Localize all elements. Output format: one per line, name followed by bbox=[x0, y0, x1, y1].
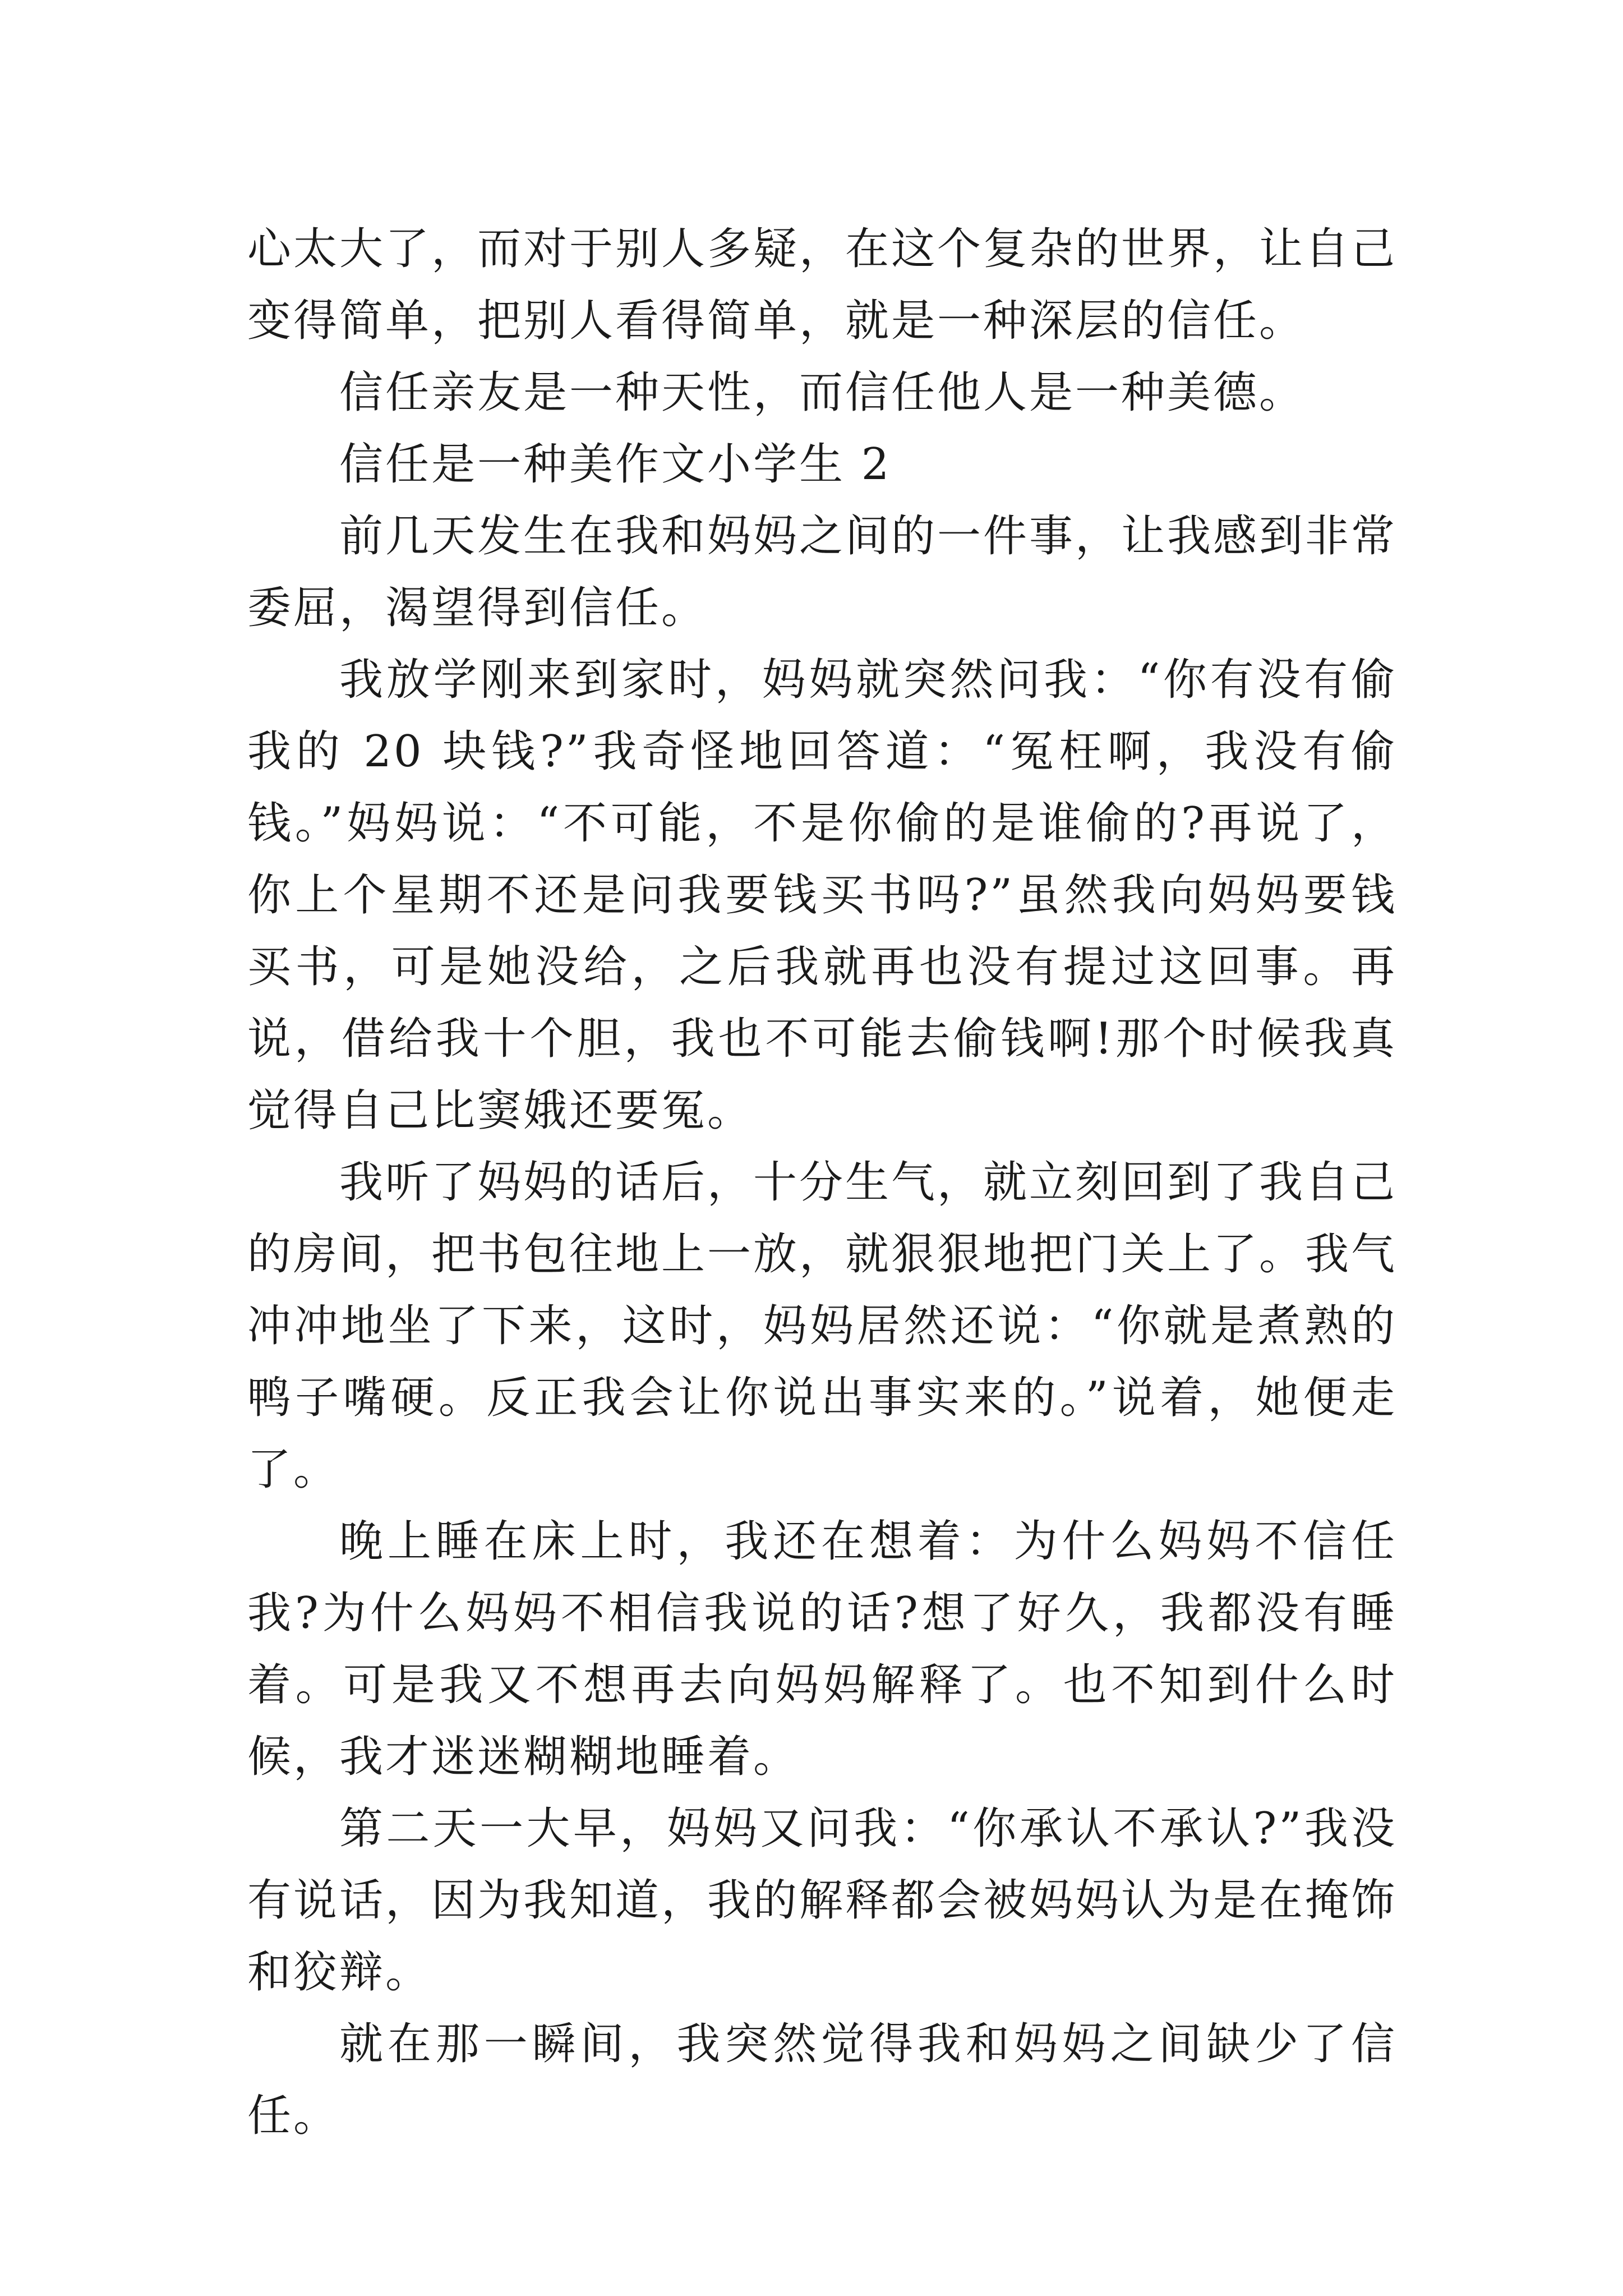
paragraph-7: 第二天一大早，妈妈又问我：“你承认不承认?”我没有说话，因为我知道，我的解释都会被妈妈认为是在掩饰和狡辩。 bbox=[247, 1803, 1398, 1998]
paragraph-6: 晚上睡在床上时，我还在想着：为什么妈妈不信任我?为什么妈妈不相信我说的话?想了好久，我都没有睡着。可是我又不想再去向妈妈解释了。也不知到什么时候，我才迷迷糊糊地睡着。 bbox=[247, 1516, 1397, 1782]
paragraph-1: 心太大了，而对于别人多疑，在这个复杂的世界，让自己变得简单，把别人看得简单，就是一种深层的信任。 bbox=[247, 224, 1398, 346]
paragraph-4: 我放学刚来到家时，妈妈就突然问我：“你有没有偷我的 20 块钱?”我奇怪地回答道：“冤枉啊，我没有偷钱。”妈妈说：“不可能，不是你偷的是谁偷的?再说了，你上个星期不还是问我要钱买书吗?”虽然我向妈妈要钱买书，可是她没给，之后我就再也没有提过这回事。再说，借给我十个胆，我也不可能去偷钱啊!那个时候我真觉得自己比窦娥还要冤。 bbox=[247, 655, 1397, 1136]
paragraph-3: 前几天发生在我和妈妈之间的一件事，让我感到非常委屈，渴望得到信任。 bbox=[247, 511, 1398, 633]
section-heading: 信任是一种美作文小学生 2 bbox=[339, 439, 892, 490]
document-body bbox=[247, 213, 1397, 2152]
paragraph-2: 信任亲友是一种天性，而信任他人是一种美德。 bbox=[339, 367, 1306, 418]
paragraph-5: 我听了妈妈的话后，十分生气，就立刻回到了我自己的房间，把书包往地上一放，就狠狠地把门关上了。我气冲冲地坐了下来，这时，妈妈居然还说：“你就是煮熟的鸭子嘴硬。反正我会让你说出事实来的。”说着，她便走了。 bbox=[247, 1157, 1398, 1495]
paragraph-8: 就在那一瞬间，我突然觉得我和妈妈之间缺少了信任。 bbox=[247, 2019, 1397, 2141]
